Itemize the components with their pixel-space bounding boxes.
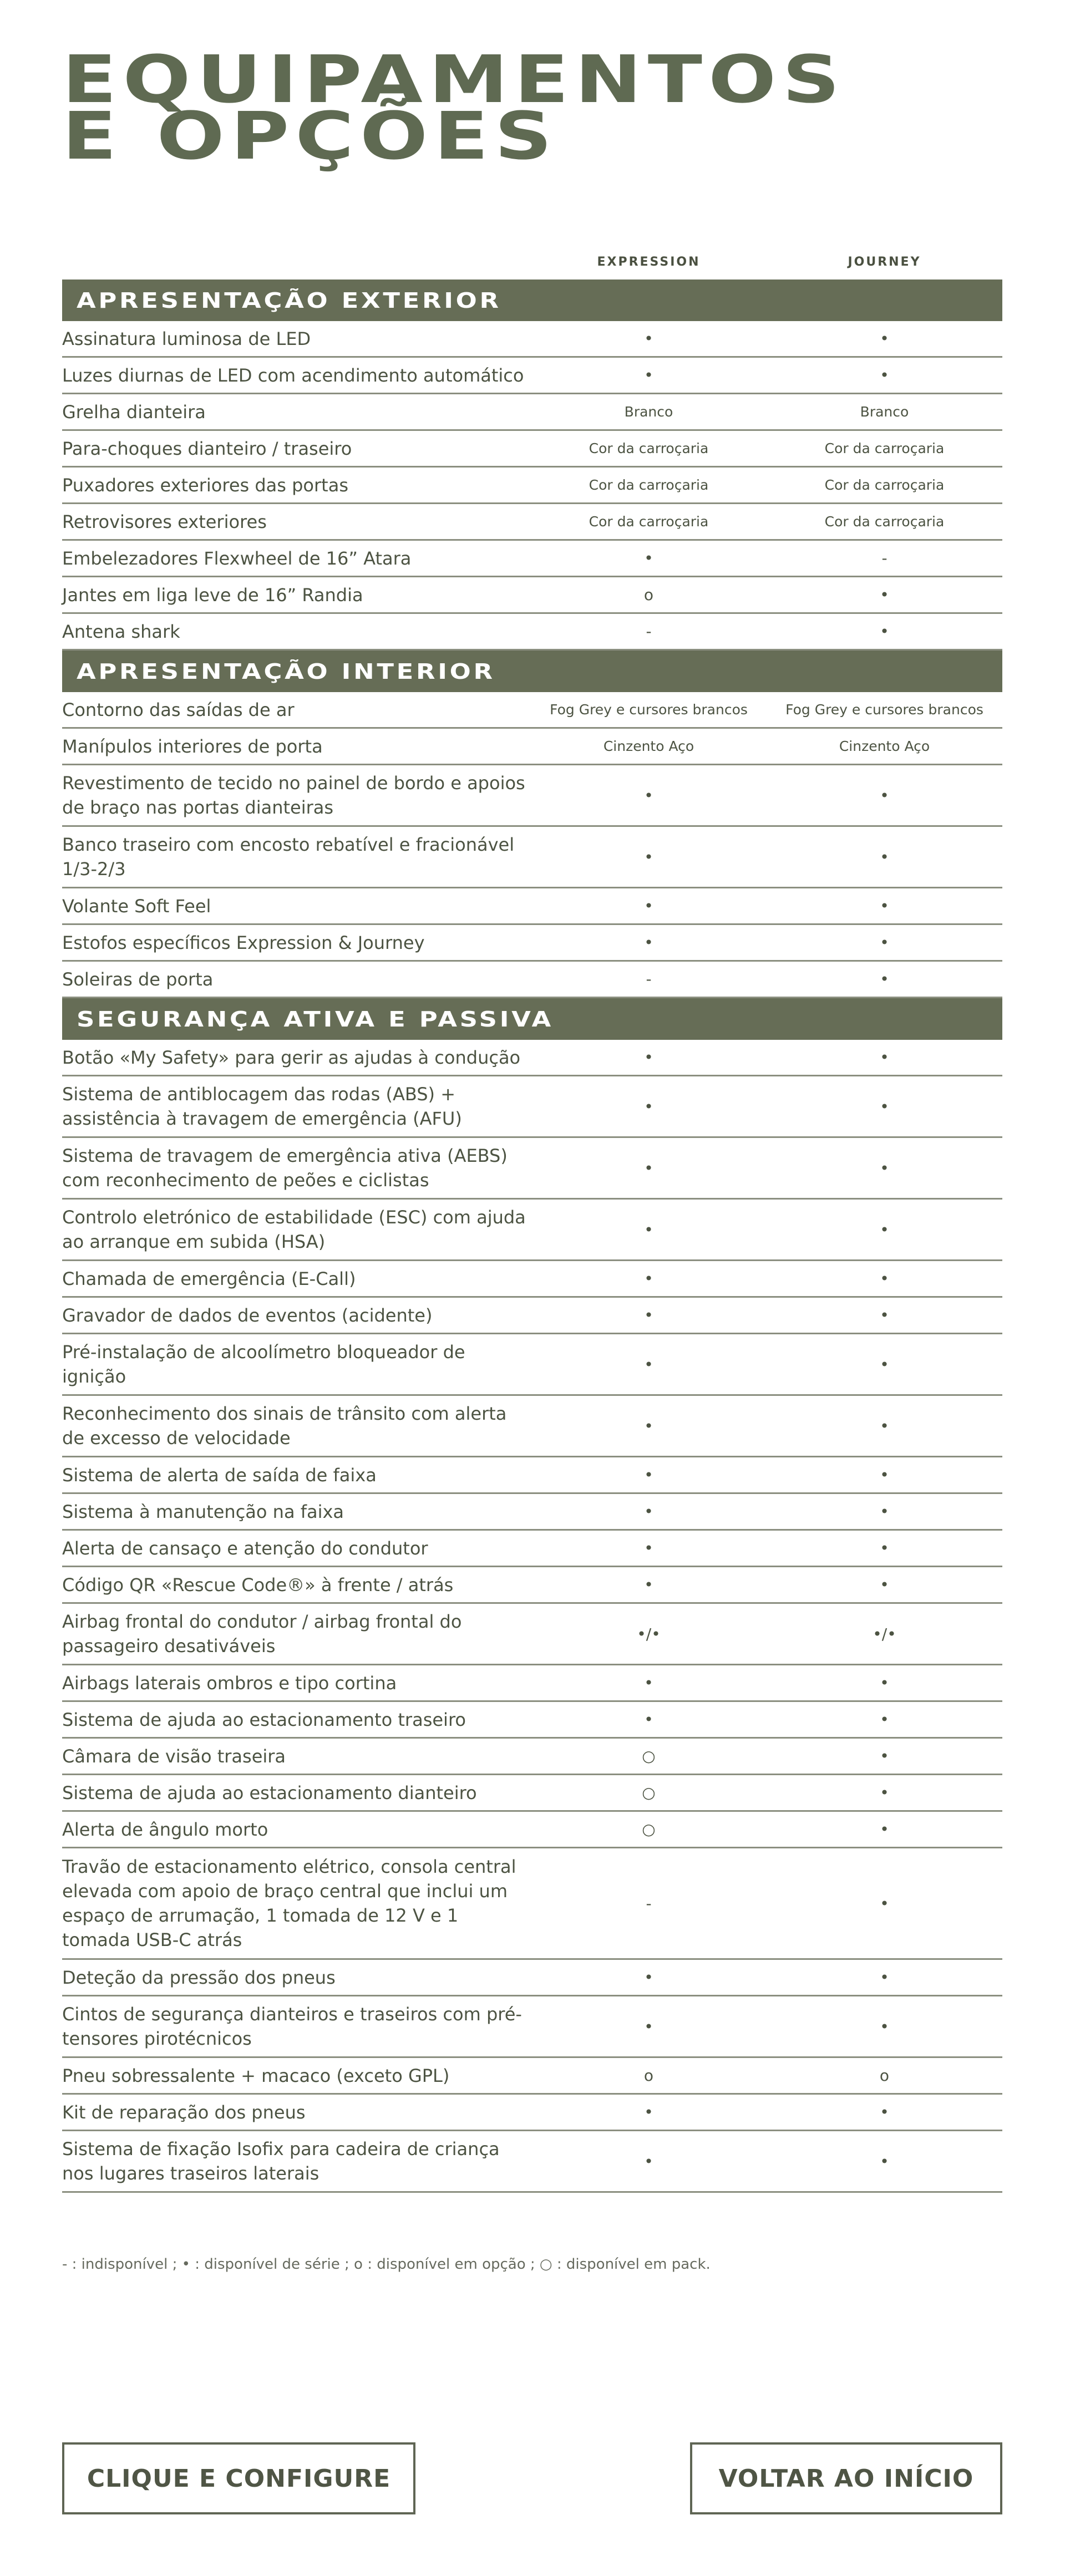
value-journey: • xyxy=(880,1674,889,1692)
feature-label: Código QR «Rescue Code®» à frente / atrás xyxy=(62,1574,454,1596)
feature-label: Revestimento de tecido no painel de bordo e apoios de braço nas portas dianteiras xyxy=(62,773,525,818)
table-row xyxy=(62,1996,1002,2058)
value-expression: •/• xyxy=(637,1624,661,1643)
table-row xyxy=(62,468,1002,504)
value-expression: • xyxy=(644,1159,653,1177)
table-row xyxy=(62,765,1002,827)
value-journey: • xyxy=(880,1539,889,1557)
section-title: SEGURANÇA ATIVA E PASSIVA xyxy=(77,1007,554,1032)
value-journey: o xyxy=(879,2066,890,2085)
table-row xyxy=(62,1604,1002,1665)
value-journey: • xyxy=(880,1968,889,1986)
value-expression: • xyxy=(644,933,653,952)
value-expression: Fog Grey e cursores brancos xyxy=(550,702,748,718)
feature-label: Sistema de alerta de saída de faixa xyxy=(62,1464,377,1486)
value-journey: • xyxy=(880,1159,889,1177)
feature-label: Airbags laterais ombros e tipo cortina xyxy=(62,1672,397,1694)
feature-label: Contorno das saídas de ar xyxy=(62,699,295,720)
section-header xyxy=(62,280,1002,321)
column-header-expression: EXPRESSION xyxy=(597,255,701,269)
value-journey: • xyxy=(880,1306,889,1324)
value-expression: - xyxy=(646,1894,652,1913)
value-journey: Cinzento Aço xyxy=(839,738,930,754)
page-title-line-1: EQUIPAMENTOS xyxy=(62,41,846,118)
feature-label: Sistema à manutenção na faixa xyxy=(62,1501,344,1522)
table-row xyxy=(62,577,1002,614)
section-title: APRESENTAÇÃO INTERIOR xyxy=(77,659,495,684)
value-journey: Fog Grey e cursores brancos xyxy=(785,702,983,718)
feature-label: Estofos específicos Expression & Journey xyxy=(62,932,425,953)
feature-label: Travão de estacionamento elétrico, consola central elevada com apoio de braço central que inclui um espaço de arrumação, 1 tomada de 12 V e 1 tomada USB-C atrás xyxy=(62,1856,516,1950)
table-row xyxy=(62,827,1002,888)
table-row xyxy=(62,614,1002,651)
value-expression: • xyxy=(644,2103,653,2121)
value-journey: • xyxy=(880,897,889,915)
value-journey: • xyxy=(880,933,889,952)
value-journey: • xyxy=(880,366,889,384)
table-row xyxy=(62,1775,1002,1812)
value-expression: Cor da carroçaria xyxy=(589,514,709,530)
feature-label: Luzes diurnas de LED com acendimento automático xyxy=(62,364,524,386)
feature-label: Kit de reparação dos pneus xyxy=(62,2101,306,2123)
table-row xyxy=(62,1848,1002,1960)
value-expression: o xyxy=(643,2066,654,2085)
table-row xyxy=(62,1960,1002,1996)
value-expression: • xyxy=(644,1576,653,1594)
feature-label: Banco traseiro com encosto rebatível e fracionável 1/3-2/3 xyxy=(62,834,515,880)
value-journey: • xyxy=(880,970,889,988)
column-headers xyxy=(62,244,1002,280)
table-row xyxy=(62,2095,1002,2131)
value-expression: • xyxy=(644,1097,653,1116)
value-expression: • xyxy=(644,847,653,866)
table-row xyxy=(62,888,1002,925)
value-journey: • xyxy=(880,1355,889,1374)
value-expression: • xyxy=(644,1220,653,1239)
legend: - : indisponível ; • : disponível de série ; o : disponível em opção ; ○ : disponível em pack. xyxy=(62,2256,711,2273)
value-expression: Cinzento Aço xyxy=(603,738,694,754)
section-header xyxy=(62,998,1002,1040)
value-expression: ○ xyxy=(642,1747,656,1765)
feature-label: Volante Soft Feel xyxy=(62,895,211,917)
value-expression: • xyxy=(644,1710,653,1729)
value-journey: • xyxy=(880,847,889,866)
feature-label: Reconhecimento dos sinais de trânsito com alerta de excesso de velocidade xyxy=(62,1403,507,1449)
value-expression: Cor da carroçaria xyxy=(589,440,709,456)
feature-label: Jantes em liga leve de 16” Randia xyxy=(62,584,363,606)
table-row xyxy=(62,2058,1002,2095)
feature-label: Alerta de ângulo morto xyxy=(62,1818,268,1840)
table-row xyxy=(62,1396,1002,1457)
table-row xyxy=(62,1665,1002,1702)
value-journey: • xyxy=(880,1502,889,1521)
table-row xyxy=(62,1457,1002,1494)
feature-label: Controlo eletrónico de estabilidade (ESC) com ajuda ao arranque em subida (HSA) xyxy=(62,1207,526,1252)
feature-label: Gravador de dados de eventos (acidente) xyxy=(62,1304,433,1326)
value-journey: • xyxy=(880,1416,889,1435)
table-row xyxy=(62,1531,1002,1567)
value-journey: - xyxy=(881,549,888,567)
value-journey: Cor da carroçaria xyxy=(824,514,945,530)
table-row xyxy=(62,1200,1002,1261)
table-row xyxy=(62,1138,1002,1200)
page-title xyxy=(62,41,846,174)
value-journey: • xyxy=(880,1894,889,1913)
value-expression: ○ xyxy=(642,1784,656,1802)
value-journey: • xyxy=(880,1466,889,1484)
feature-label: Pneu sobressalente + macaco (exceto GPL) xyxy=(62,2065,450,2086)
value-expression: o xyxy=(643,586,654,604)
value-expression: • xyxy=(644,366,653,384)
feature-label: Assinatura luminosa de LED xyxy=(62,328,311,349)
table-row xyxy=(62,431,1002,468)
table-row xyxy=(62,1739,1002,1775)
value-expression: - xyxy=(646,622,652,641)
value-journey: • xyxy=(880,1048,889,1066)
table-row xyxy=(62,1812,1002,1848)
value-journey: • xyxy=(880,2017,889,2036)
value-expression: • xyxy=(644,1048,653,1066)
back-to-start-button[interactable]: VOLTAR AO INÍCIO xyxy=(690,2442,1002,2514)
feature-label: Câmara de visão traseira xyxy=(62,1745,286,1767)
section-header xyxy=(62,651,1002,692)
configure-button[interactable]: CLIQUE E CONFIGURE xyxy=(62,2442,415,2514)
value-journey: • xyxy=(880,1820,889,1838)
table-row xyxy=(62,394,1002,431)
feature-label: Sistema de antiblocagem das rodas (ABS) + assistência à travagem de emergência (AFU) xyxy=(62,1084,462,1129)
value-expression: • xyxy=(644,1306,653,1324)
table-row xyxy=(62,1076,1002,1138)
column-header-journey: JOURNEY xyxy=(848,255,921,269)
table-row xyxy=(62,692,1002,729)
feature-label: Antena shark xyxy=(62,621,180,642)
value-journey: Branco xyxy=(860,404,909,420)
value-expression: • xyxy=(644,1502,653,1521)
value-expression: • xyxy=(644,1416,653,1435)
table-row xyxy=(62,962,1002,998)
value-expression: Branco xyxy=(624,404,673,420)
feature-label: Grelha dianteira xyxy=(62,401,206,423)
value-journey: • xyxy=(880,586,889,604)
table-row xyxy=(62,1261,1002,1298)
value-expression: - xyxy=(646,970,652,988)
feature-label: Manípulos interiores de porta xyxy=(62,735,323,757)
value-journey: • xyxy=(880,1747,889,1765)
table-row xyxy=(62,925,1002,962)
feature-label: Para-choques dianteiro / traseiro xyxy=(62,438,352,459)
value-expression: Cor da carroçaria xyxy=(589,477,709,493)
table-row xyxy=(62,321,1002,358)
value-journey: • xyxy=(880,1220,889,1239)
feature-label: Soleiras de porta xyxy=(62,968,214,990)
value-journey: Cor da carroçaria xyxy=(824,477,945,493)
feature-label: Sistema de ajuda ao estacionamento traseiro xyxy=(62,1709,466,1730)
table-row xyxy=(62,504,1002,541)
value-journey: • xyxy=(880,2103,889,2121)
value-journey: •/• xyxy=(873,1624,896,1643)
value-journey: • xyxy=(880,1784,889,1802)
value-journey: • xyxy=(880,622,889,641)
value-expression: • xyxy=(644,1269,653,1288)
feature-label: Embelezadores Flexwheel de 16” Atara xyxy=(62,547,412,569)
value-expression: • xyxy=(644,2017,653,2036)
table-row xyxy=(62,1298,1002,1334)
table-row xyxy=(62,1702,1002,1739)
feature-label: Sistema de ajuda ao estacionamento dianteiro xyxy=(62,1782,477,1803)
value-expression: • xyxy=(644,1968,653,1986)
value-expression: • xyxy=(644,329,653,348)
value-journey: • xyxy=(880,1710,889,1729)
value-expression: • xyxy=(644,1466,653,1484)
feature-label: Alerta de cansaço e atenção do condutor xyxy=(62,1537,428,1559)
feature-label: Pré-instalação de alcoolímetro bloqueador de ignição xyxy=(62,1342,465,1387)
feature-label: Chamada de emergência (E-Call) xyxy=(62,1268,356,1289)
table-row xyxy=(62,1040,1002,1076)
feature-label: Botão «My Safety» para gerir as ajudas à condução xyxy=(62,1046,521,1068)
value-expression: • xyxy=(644,1355,653,1374)
value-expression: • xyxy=(644,549,653,567)
value-journey: • xyxy=(880,1576,889,1594)
feature-label: Deteção da pressão dos pneus xyxy=(62,1967,336,1988)
section-title: APRESENTAÇÃO EXTERIOR xyxy=(77,288,501,313)
value-expression: ○ xyxy=(642,1820,656,1838)
feature-label: Cintos de segurança dianteiros e traseiros com pré-tensores pirotécnicos xyxy=(62,2004,522,2049)
value-expression: • xyxy=(644,1539,653,1557)
table-row xyxy=(62,358,1002,394)
feature-label: Retrovisores exteriores xyxy=(62,511,267,532)
table-row xyxy=(62,1494,1002,1531)
value-expression: • xyxy=(644,2152,653,2171)
page-title-line-2: E OPÇÕES xyxy=(62,98,559,174)
table-row xyxy=(62,1567,1002,1604)
value-expression: • xyxy=(644,897,653,915)
table-row xyxy=(62,541,1002,577)
table-row xyxy=(62,1334,1002,1396)
value-expression: • xyxy=(644,1674,653,1692)
value-journey: • xyxy=(880,1269,889,1288)
value-journey: • xyxy=(880,2152,889,2171)
feature-label: Puxadores exteriores das portas xyxy=(62,474,348,496)
feature-label: Sistema de travagem de emergência ativa (AEBS) com reconhecimento de peões e ciclistas xyxy=(62,1145,508,1191)
feature-label: Airbag frontal do condutor / airbag frontal do passageiro desativáveis xyxy=(62,1611,462,1657)
value-journey: • xyxy=(880,329,889,348)
value-journey: • xyxy=(880,1097,889,1116)
table-row xyxy=(62,729,1002,765)
value-expression: • xyxy=(644,786,653,805)
value-journey: Cor da carroçaria xyxy=(824,440,945,456)
value-journey: • xyxy=(880,786,889,805)
table-row xyxy=(62,2131,1002,2193)
feature-label: Sistema de fixação Isofix para cadeira de criança nos lugares traseiros laterais xyxy=(62,2138,500,2184)
equipment-table xyxy=(62,244,1002,2193)
